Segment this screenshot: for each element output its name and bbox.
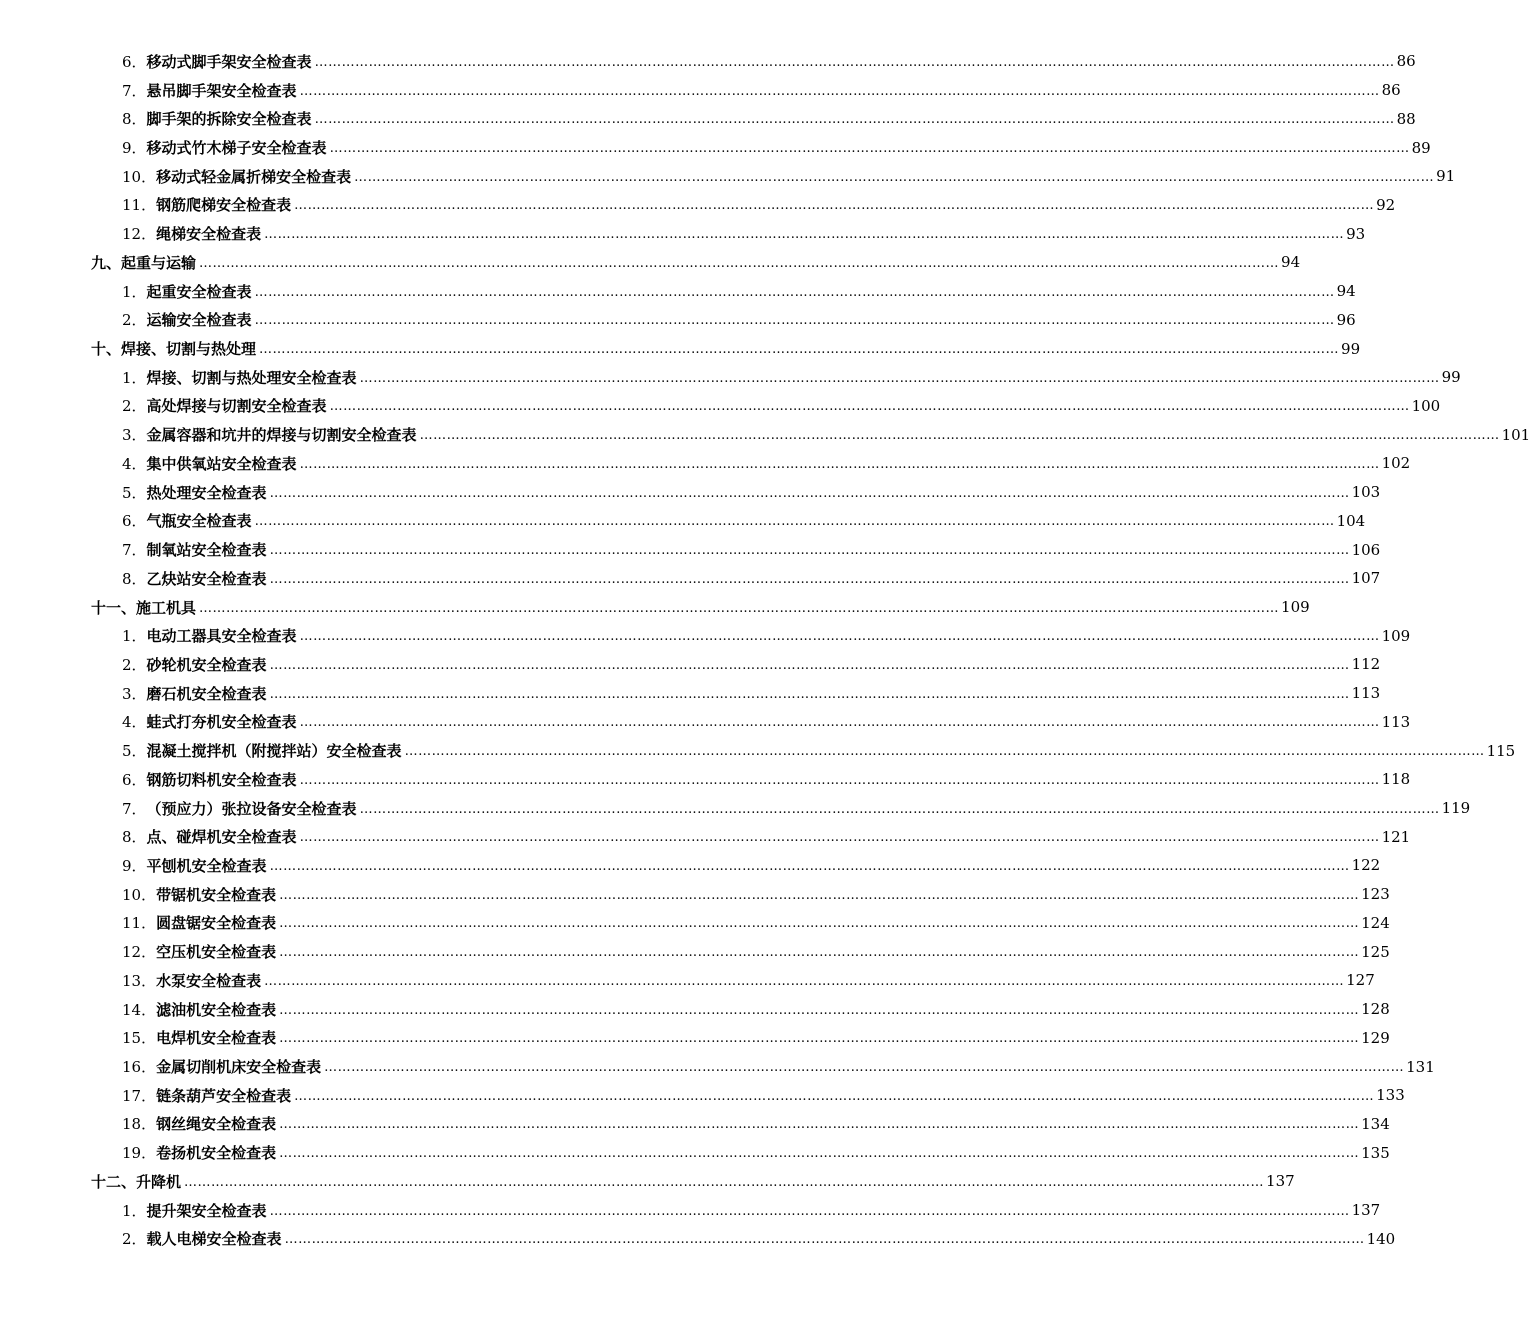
toc-entry-page-number: 131 [1406, 1057, 1435, 1076]
toc-entry-page-number: 128 [1361, 1000, 1390, 1019]
toc-entry-page-number: 99 [1441, 368, 1461, 387]
toc-entry[interactable] [0, 880, 1390, 909]
toc-entry-number: 2． [122, 311, 147, 330]
dot-leader: …………………………………………………………………………………………………………………………………………………………………………………………………………………… [254, 284, 1335, 300]
dot-leader: …………………………………………………………………………………………………………………………………………………………………………………………………………………… [359, 370, 1440, 386]
toc-entry[interactable] [0, 104, 1416, 133]
toc-entry[interactable] [0, 1023, 1390, 1052]
toc-entry-page-number: 91 [1436, 167, 1456, 186]
dot-leader: …………………………………………………………………………………………………………………………………………………………………………………………………………………… [269, 571, 1350, 587]
toc-entry-title: 空压机安全检查表 [156, 943, 277, 962]
toc-entry-title: 升降机 [136, 1172, 182, 1191]
toc-entry-number: 11． [122, 196, 157, 215]
toc-entry-number: 十二、 [91, 1172, 137, 1191]
toc-entry-number: 1． [122, 627, 147, 646]
toc-entry-page-number: 125 [1361, 942, 1390, 961]
toc-section-heading[interactable] [0, 1167, 1295, 1196]
toc-entry-page-number: 92 [1376, 195, 1396, 214]
toc-entry-number: 8． [122, 828, 147, 847]
toc-entry[interactable] [0, 966, 1375, 995]
toc-entry[interactable] [0, 937, 1390, 966]
dot-leader: …………………………………………………………………………………………………………………………………………………………………………………………………………………… [294, 198, 1375, 214]
dot-leader: …………………………………………………………………………………………………………………………………………………………………………………………………………………… [269, 686, 1350, 702]
toc-entry[interactable] [0, 708, 1411, 737]
toc-entry[interactable] [0, 822, 1411, 851]
toc-entry-number: 九、 [91, 253, 122, 272]
toc-entry-page-number: 109 [1281, 598, 1310, 617]
toc-entry-number: 15． [122, 1029, 157, 1048]
toc-entry-page-number: 88 [1396, 109, 1416, 128]
toc-entry-title: 集中供氧站安全检查表 [146, 454, 297, 473]
toc-entry-page-number: 121 [1381, 827, 1411, 846]
dot-leader: …………………………………………………………………………………………………………………………………………………………………………………………………………………… [279, 945, 1360, 961]
toc-entry-number: 10． [122, 167, 157, 186]
toc-entry-number: 5． [122, 742, 147, 761]
toc-entry-title: 制氧站安全检查表 [146, 541, 267, 560]
toc-entry-number: 14． [122, 1000, 157, 1019]
dot-leader: …………………………………………………………………………………………………………………………………………………………………………………………………………………… [299, 715, 1380, 731]
dot-leader: …………………………………………………………………………………………………………………………………………………………………………………………………………………… [199, 255, 1280, 271]
toc-entry-page-number: 115 [1486, 741, 1516, 760]
toc-entry-page-number: 89 [1411, 138, 1431, 157]
toc-entry-number: 3． [122, 684, 147, 703]
dot-leader: …………………………………………………………………………………………………………………………………………………………………………………………………………………… [299, 629, 1380, 645]
toc-entry-title: 绳梯安全检查表 [156, 225, 262, 244]
toc-entry[interactable] [0, 363, 1461, 392]
toc-entry-title: 气瓶安全检查表 [146, 512, 252, 531]
toc-entry-number: 6． [122, 512, 147, 531]
toc-entry-title: 运输安全检查表 [146, 311, 252, 330]
dot-leader: …………………………………………………………………………………………………………………………………………………………………………………………………………………… [324, 1060, 1405, 1076]
table-of-contents [0, 47, 1530, 1253]
toc-entry-page-number: 124 [1361, 913, 1390, 932]
toc-entry-number: 7． [122, 81, 147, 100]
toc-entry-page-number: 96 [1336, 310, 1356, 329]
toc-entry-page-number: 140 [1366, 1229, 1396, 1248]
toc-entry-page-number: 119 [1441, 799, 1471, 818]
toc-entry-title: 焊接、切割与热处理安全检查表 [146, 368, 357, 387]
toc-entry-title: 滤油机安全检查表 [156, 1000, 277, 1019]
dot-leader: …………………………………………………………………………………………………………………………………………………………………………………………………………………… [269, 858, 1350, 874]
toc-entry[interactable] [0, 679, 1381, 708]
toc-entry-title: 混凝土搅拌机（附搅拌站）安全检查表 [146, 742, 402, 761]
dot-leader: …………………………………………………………………………………………………………………………………………………………………………………………………………………… [279, 887, 1360, 903]
dot-leader: …………………………………………………………………………………………………………………………………………………………………………………………………………………… [254, 313, 1335, 329]
toc-entry-page-number: 113 [1351, 684, 1381, 703]
dot-leader: …………………………………………………………………………………………………………………………………………………………………………………………………………………… [279, 1117, 1360, 1133]
toc-entry-page-number: 113 [1381, 712, 1411, 731]
toc-entry-page-number: 129 [1361, 1028, 1390, 1047]
toc-entry-title: 链条葫芦安全检查表 [156, 1086, 292, 1105]
toc-entry[interactable] [0, 277, 1356, 306]
toc-entry-title: 电焊机安全检查表 [156, 1029, 277, 1048]
toc-entry[interactable] [0, 162, 1456, 191]
dot-leader: …………………………………………………………………………………………………………………………………………………………………………………………………………………… [184, 1174, 1265, 1190]
toc-entry[interactable] [0, 449, 1411, 478]
toc-entry-page-number: 102 [1381, 454, 1411, 473]
toc-entry-page-number: 135 [1361, 1143, 1390, 1162]
dot-leader: …………………………………………………………………………………………………………………………………………………………………………………………………………………… [329, 399, 1410, 415]
dot-leader: …………………………………………………………………………………………………………………………………………………………………………………………………………………… [419, 428, 1500, 444]
toc-entry-number: 17． [122, 1086, 157, 1105]
dot-leader: …………………………………………………………………………………………………………………………………………………………………………………………………………………… [279, 1031, 1360, 1047]
toc-entry-title: 金属容器和坑井的焊接与切割安全检查表 [146, 426, 417, 445]
toc-entry[interactable] [0, 133, 1431, 162]
toc-entry[interactable] [0, 76, 1401, 105]
dot-leader: …………………………………………………………………………………………………………………………………………………………………………………………………………………… [299, 772, 1380, 788]
toc-entry-title: 钢筋切料机安全检查表 [146, 770, 297, 789]
toc-entry-title: 点、碰焊机安全检查表 [146, 828, 297, 847]
toc-entry-number: 2． [122, 1230, 147, 1249]
toc-entry[interactable] [0, 650, 1381, 679]
dot-leader: …………………………………………………………………………………………………………………………………………………………………………………………………………………… [269, 657, 1350, 673]
toc-entry[interactable] [0, 478, 1381, 507]
toc-entry-number: 1． [122, 368, 147, 387]
toc-entry-number: 3． [122, 426, 147, 445]
toc-entry-page-number: 99 [1341, 339, 1361, 358]
dot-leader: …………………………………………………………………………………………………………………………………………………………………………………………………………………… [279, 916, 1360, 932]
toc-entry-title: 蛙式打夯机安全检查表 [146, 713, 297, 732]
toc-entry-title: 悬吊脚手架安全检查表 [146, 81, 297, 100]
toc-entry-number: 12． [122, 225, 157, 244]
toc-entry-number: 1． [122, 282, 147, 301]
toc-entry[interactable] [0, 564, 1381, 593]
toc-entry[interactable] [0, 851, 1381, 880]
dot-leader: …………………………………………………………………………………………………………………………………………………………………………………………………………………… [329, 141, 1410, 157]
dot-leader: …………………………………………………………………………………………………………………………………………………………………………………………………………………… [269, 543, 1350, 559]
toc-entry-title: 钢筋爬梯安全检查表 [156, 196, 292, 215]
toc-entry[interactable] [0, 47, 1416, 76]
toc-entry-number: 7． [122, 541, 147, 560]
toc-entry-page-number: 94 [1336, 282, 1356, 301]
toc-entry-number: 9． [122, 856, 147, 875]
toc-entry[interactable] [0, 1052, 1435, 1081]
toc-entry-title: 电动工器具安全检查表 [146, 627, 297, 646]
toc-entry[interactable] [0, 995, 1390, 1024]
dot-leader: …………………………………………………………………………………………………………………………………………………………………………………………………………………… [284, 1232, 1365, 1248]
dot-leader: …………………………………………………………………………………………………………………………………………………………………………………………………………………… [254, 514, 1335, 530]
dot-leader: …………………………………………………………………………………………………………………………………………………………………………………………………………………… [294, 1088, 1375, 1104]
toc-entry[interactable] [0, 621, 1411, 650]
toc-entry[interactable] [0, 1110, 1390, 1139]
toc-entry-page-number: 86 [1396, 52, 1416, 71]
toc-entry-title: 砂轮机安全检查表 [146, 655, 267, 674]
toc-entry[interactable] [0, 219, 1366, 248]
toc-entry-number: 8． [122, 110, 147, 129]
dot-leader: …………………………………………………………………………………………………………………………………………………………………………………………………………………… [279, 1002, 1360, 1018]
dot-leader: …………………………………………………………………………………………………………………………………………………………………………………………………………………… [299, 83, 1380, 99]
toc-entry-number: 10． [122, 885, 157, 904]
dot-leader: …………………………………………………………………………………………………………………………………………………………………………………………………………………… [404, 744, 1485, 760]
toc-entry-page-number: 93 [1346, 224, 1366, 243]
toc-entry-title: 钢丝绳安全检查表 [156, 1115, 277, 1134]
toc-entry[interactable] [0, 1196, 1381, 1225]
toc-entry[interactable] [0, 1224, 1396, 1253]
toc-section-heading[interactable] [0, 334, 1361, 363]
toc-entry-title: 圆盘锯安全检查表 [156, 914, 277, 933]
toc-entry-page-number: 100 [1411, 396, 1441, 415]
toc-entry-page-number: 94 [1281, 253, 1301, 272]
toc-entry-title: 载人电梯安全检查表 [146, 1230, 282, 1249]
toc-entry-number: 8． [122, 569, 147, 588]
toc-entry-page-number: 137 [1266, 1172, 1295, 1191]
toc-section-heading[interactable] [0, 593, 1310, 622]
dot-leader: …………………………………………………………………………………………………………………………………………………………………………………………………………………… [299, 456, 1380, 472]
toc-entry-title: 水泵安全检查表 [156, 971, 262, 990]
dot-leader: …………………………………………………………………………………………………………………………………………………………………………………………………………………… [314, 112, 1395, 128]
toc-entry-page-number: 112 [1351, 655, 1381, 674]
toc-entry-title: 起重安全检查表 [146, 282, 252, 301]
toc-entry-title: 磨石机安全检查表 [146, 684, 267, 703]
toc-entry-number: 2． [122, 397, 147, 416]
dot-leader: …………………………………………………………………………………………………………………………………………………………………………………………………………………… [314, 54, 1395, 70]
toc-entry-title: 热处理安全检查表 [146, 483, 267, 502]
toc-entry-number: 7． [122, 799, 147, 818]
toc-entry[interactable] [0, 736, 1516, 765]
toc-entry-page-number: 109 [1381, 626, 1411, 645]
toc-entry-title: 脚手架的拆除安全检查表 [146, 110, 312, 129]
toc-entry-title: 施工机具 [136, 598, 197, 617]
toc-entry-number: 9． [122, 139, 147, 158]
toc-entry-number: 十、 [91, 340, 122, 359]
toc-entry-number: 6． [122, 770, 147, 789]
dot-leader: …………………………………………………………………………………………………………………………………………………………………………………………………………………… [354, 169, 1435, 185]
toc-entry[interactable] [0, 191, 1396, 220]
toc-entry-number: 18． [122, 1115, 157, 1134]
toc-entry-page-number: 101 [1501, 425, 1530, 444]
toc-entry[interactable] [0, 420, 1530, 449]
toc-entry[interactable] [0, 909, 1390, 938]
toc-entry-title: 提升架安全检查表 [146, 1201, 267, 1220]
toc-entry[interactable] [0, 507, 1366, 536]
dot-leader: …………………………………………………………………………………………………………………………………………………………………………………………………………………… [259, 342, 1340, 358]
toc-entry-title: 起重与运输 [121, 253, 197, 272]
toc-entry-title: 焊接、切割与热处理 [121, 340, 257, 359]
toc-entry-page-number: 106 [1351, 540, 1381, 559]
dot-leader: …………………………………………………………………………………………………………………………………………………………………………………………………………………… [279, 1146, 1360, 1162]
toc-entry-number: 19． [122, 1144, 157, 1163]
toc-entry-page-number: 118 [1381, 770, 1411, 789]
toc-entry-page-number: 122 [1351, 856, 1381, 875]
toc-entry-title: （预应力）张拉设备安全检查表 [146, 799, 357, 818]
dot-leader: …………………………………………………………………………………………………………………………………………………………………………………………………………………… [264, 227, 1345, 243]
toc-entry-number: 5． [122, 483, 147, 502]
toc-entry[interactable] [0, 305, 1356, 334]
toc-entry-title: 卷扬机安全检查表 [156, 1144, 277, 1163]
toc-entry-page-number: 103 [1351, 483, 1381, 502]
toc-entry[interactable] [0, 1138, 1390, 1167]
toc-entry-page-number: 127 [1346, 971, 1375, 990]
toc-entry[interactable] [0, 794, 1471, 823]
dot-leader: …………………………………………………………………………………………………………………………………………………………………………………………………………………… [269, 1203, 1350, 1219]
toc-entry-number: 1． [122, 1201, 147, 1220]
dot-leader: …………………………………………………………………………………………………………………………………………………………………………………………………………………… [299, 830, 1380, 846]
toc-entry-title: 高处焊接与切割安全检查表 [146, 397, 327, 416]
toc-entry[interactable] [0, 392, 1441, 421]
toc-section-heading[interactable] [0, 248, 1301, 277]
toc-entry-title: 移动式轻金属折梯安全检查表 [156, 167, 352, 186]
toc-entry-number: 6． [122, 52, 147, 71]
dot-leader: …………………………………………………………………………………………………………………………………………………………………………………………………………………… [359, 801, 1440, 817]
dot-leader: …………………………………………………………………………………………………………………………………………………………………………………………………………………… [269, 485, 1350, 501]
toc-entry[interactable] [0, 1081, 1405, 1110]
toc-entry-title: 平刨机安全检查表 [146, 856, 267, 875]
toc-entry-page-number: 107 [1351, 569, 1381, 588]
toc-entry-title: 移动式竹木梯子安全检查表 [146, 139, 327, 158]
dot-leader: …………………………………………………………………………………………………………………………………………………………………………………………………………………… [199, 600, 1280, 616]
toc-entry-title: 带锯机安全检查表 [156, 885, 277, 904]
toc-entry-number: 十一、 [91, 598, 137, 617]
toc-entry[interactable] [0, 765, 1411, 794]
toc-entry-page-number: 134 [1361, 1114, 1390, 1133]
toc-entry-page-number: 137 [1351, 1201, 1381, 1220]
toc-entry[interactable] [0, 535, 1381, 564]
toc-entry-page-number: 133 [1376, 1086, 1405, 1105]
toc-entry-number: 2． [122, 655, 147, 674]
toc-entry-page-number: 86 [1381, 81, 1401, 100]
toc-entry-page-number: 104 [1336, 511, 1366, 530]
toc-entry-number: 12． [122, 943, 157, 962]
toc-entry-page-number: 123 [1361, 885, 1390, 904]
toc-entry-number: 11． [122, 914, 157, 933]
toc-entry-number: 16． [122, 1058, 157, 1077]
toc-entry-number: 13． [122, 971, 157, 990]
toc-entry-number: 4． [122, 454, 147, 473]
toc-entry-title: 移动式脚手架安全检查表 [146, 52, 312, 71]
toc-entry-title: 金属切削机床安全检查表 [156, 1058, 322, 1077]
toc-entry-number: 4． [122, 713, 147, 732]
dot-leader: …………………………………………………………………………………………………………………………………………………………………………………………………………………… [264, 973, 1345, 989]
toc-entry-title: 乙炔站安全检查表 [146, 569, 267, 588]
